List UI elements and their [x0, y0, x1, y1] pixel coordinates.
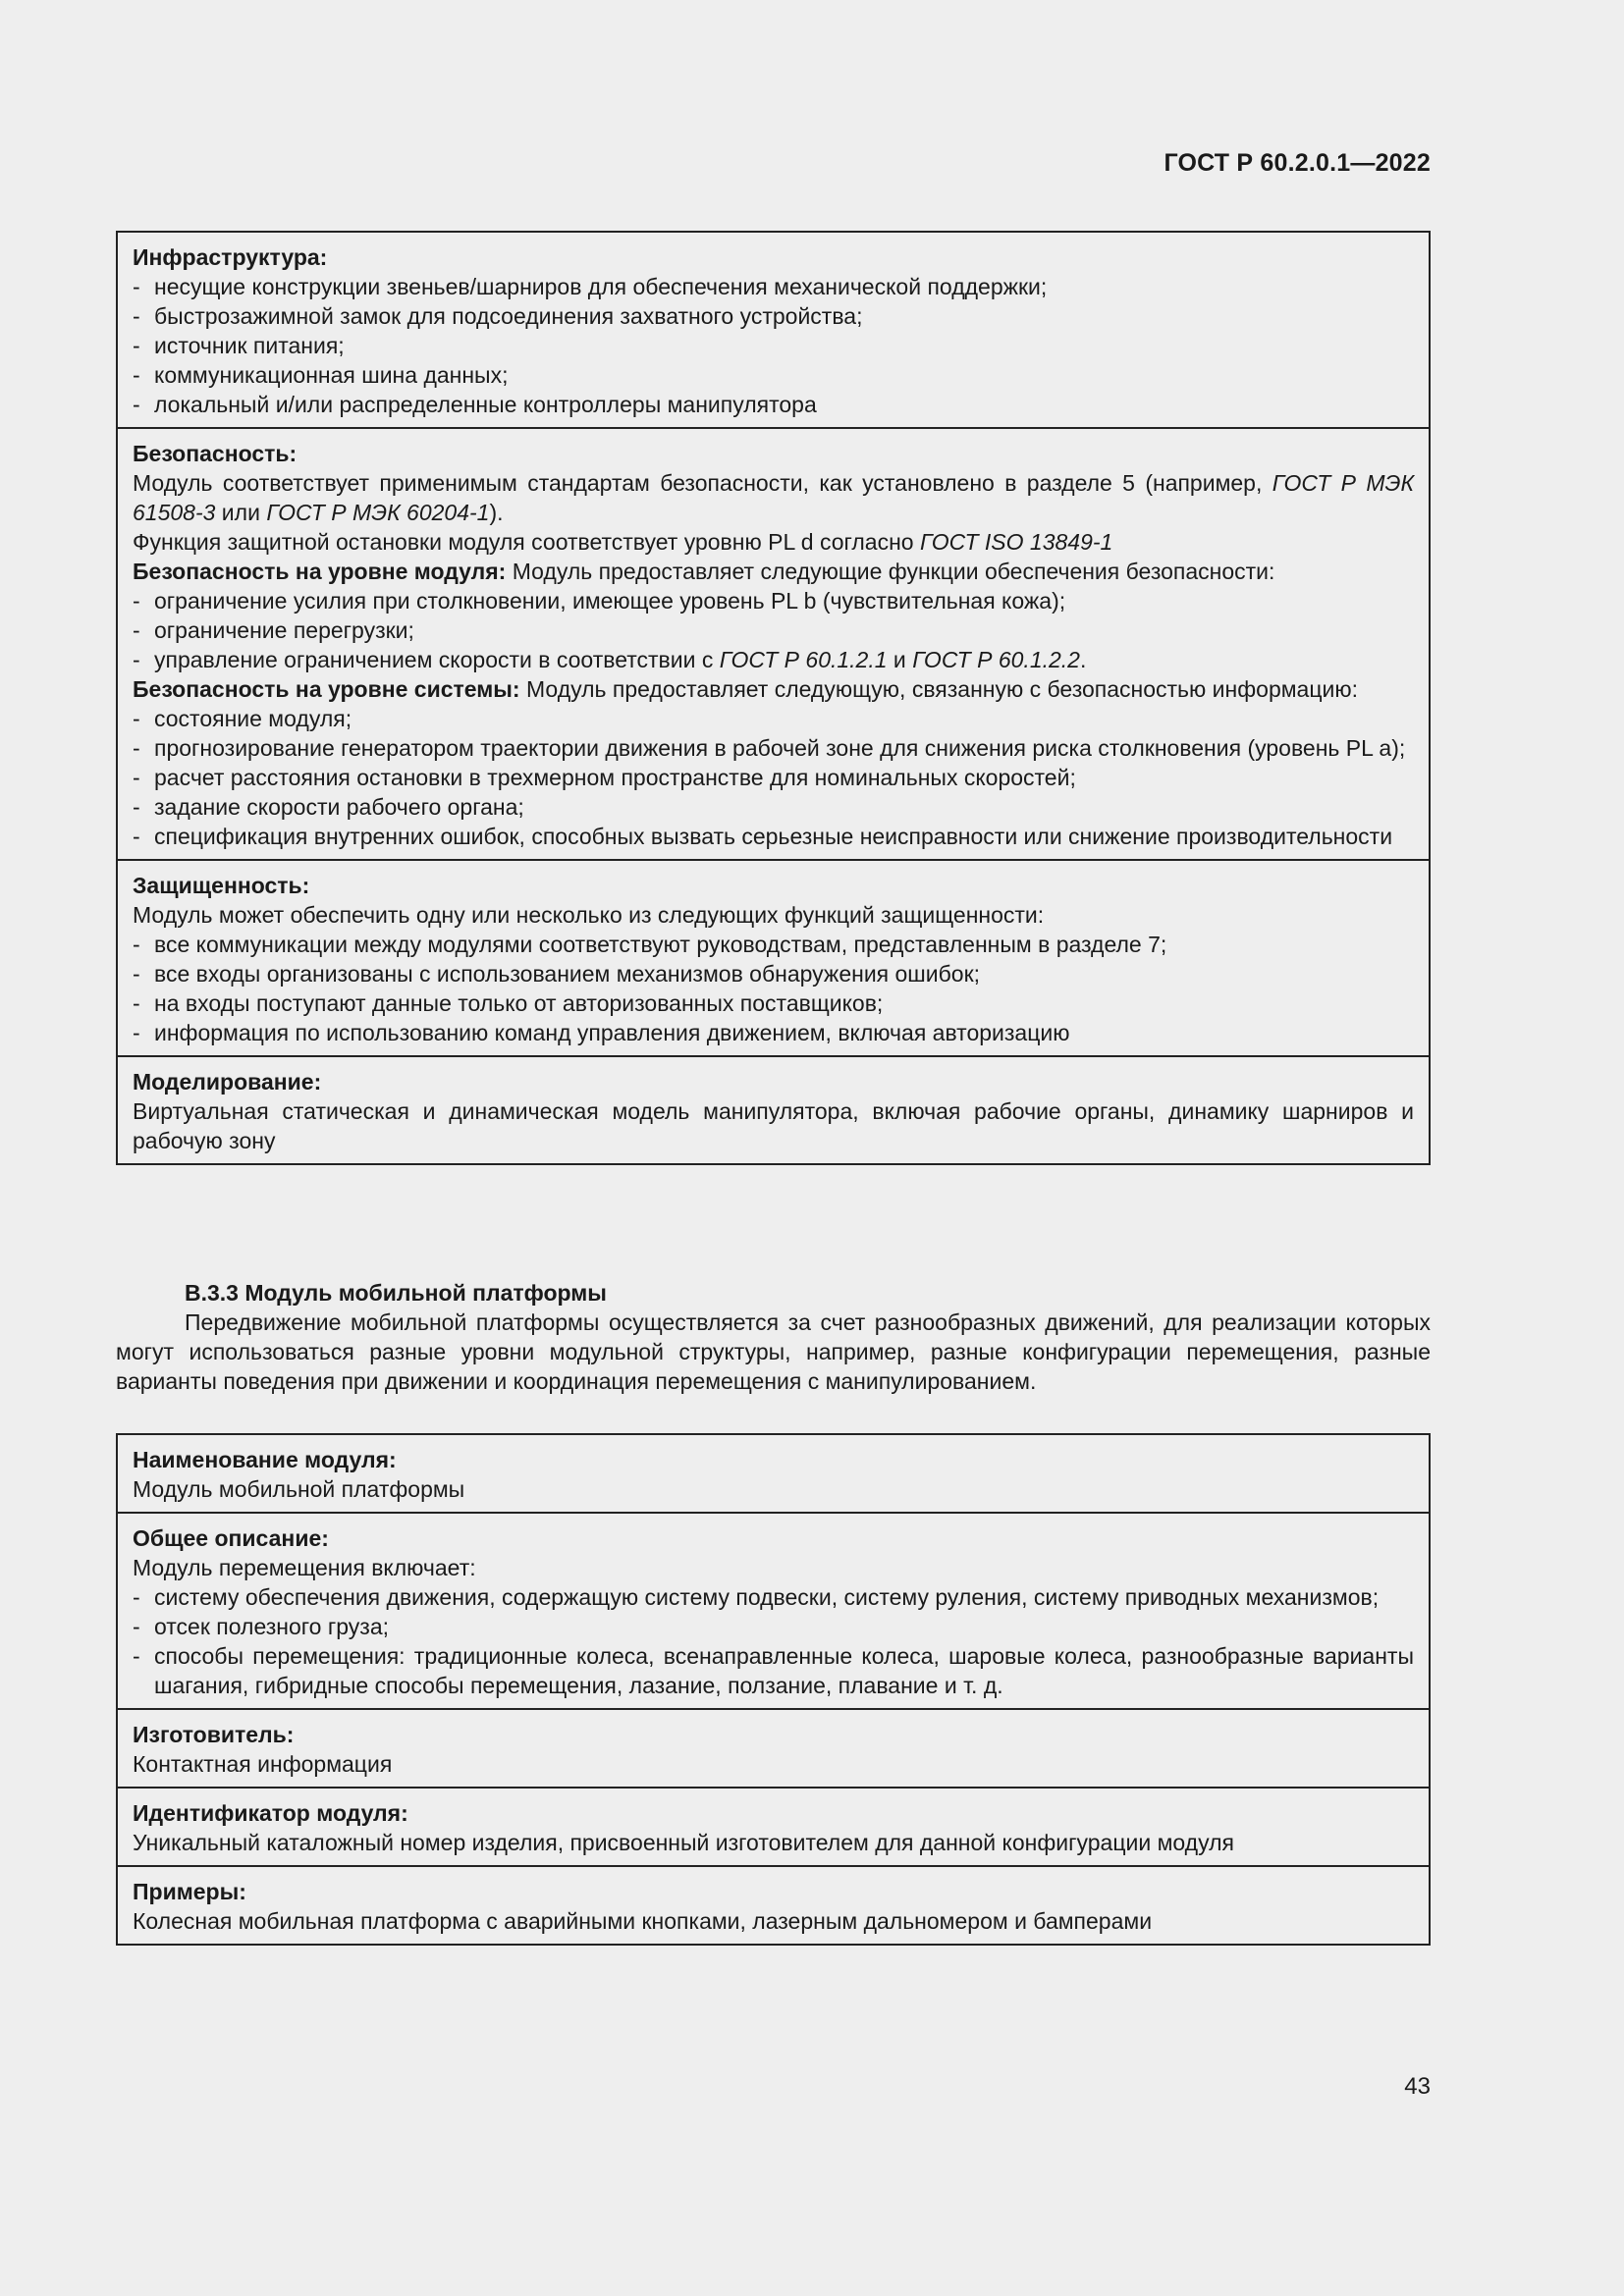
list-item: - управление ограничением скорости в соответствии с ГОСТ Р 60.1.2.1 и ГОСТ Р 60.1.2.2. [133, 645, 1414, 674]
list-item: - систему обеспечения движения, содержащую систему подвески, систему руления, систему приводных механизмов; [133, 1582, 1414, 1612]
modeling-title: Моделирование: [133, 1069, 322, 1095]
general-description-intro: Модуль перемещения включает: [133, 1555, 476, 1580]
list-item: - ограничение перегрузки; [133, 615, 1414, 645]
modeling-text: Виртуальная статическая и динамическая модель манипулятора, включая рабочие органы, динамику шарниров и рабочую зону [133, 1098, 1414, 1153]
section-paragraph: Передвижение мобильной платформы осуществляется за счет разнообразных движений, для реализации которых могут использоваться разные уровни модульной структуры, например, разные конфигурации перемещения, разные варианты поведения при движении и координация перемещения с манипулированием. [116, 1309, 1431, 1394]
security-cell [118, 859, 1429, 1055]
list-item: - быстрозажимной замок для подсоединения захватного устройства; [133, 301, 1414, 331]
list-item: - способы перемещения: традиционные колеса, всенаправленные колеса, шаровые колеса, разнообразные варианты шагания, гибридные способы перемещения, лазание, ползание, плавание и т. д. [133, 1641, 1414, 1700]
safety-cell [118, 427, 1429, 859]
manufacturer-title: Изготовитель: [133, 1722, 295, 1747]
module-identifier-title: Идентификатор модуля: [133, 1800, 408, 1826]
list-item: - информация по использованию команд управления движением, включая авторизацию [133, 1018, 1414, 1047]
mobile-platform-section [116, 1278, 1431, 1396]
list-item: - задание скорости рабочего органа; [133, 792, 1414, 822]
list-item: - все входы организованы с использованием механизмов обнаружения ошибок; [133, 959, 1414, 988]
examples-title: Примеры: [133, 1879, 246, 1904]
system-safety-title: Безопасность на уровне системы: [133, 676, 520, 702]
system-safety-paragraph: Безопасность на уровне системы: Модуль предоставляет следующую, связанную с безопасностью информацию: [133, 676, 1358, 702]
list-item: - источник питания; [133, 331, 1414, 360]
list-item: - локальный и/или распределенные контроллеры манипулятора [133, 390, 1414, 419]
security-intro: Модуль может обеспечить одну или несколько из следующих функций защищенности: [133, 902, 1045, 928]
modeling-cell [118, 1055, 1429, 1163]
module-safety-paragraph: Безопасность на уровне модуля: Модуль предоставляет следующие функции обеспечения безопасности: [133, 559, 1275, 584]
list-item: - коммуникационная шина данных; [133, 360, 1414, 390]
module-name-title: Наименование модуля: [133, 1447, 397, 1472]
module-name-cell [118, 1435, 1429, 1512]
mobile-platform-module-table [116, 1433, 1431, 1946]
standard-reference: ГОСТ Р 60.1.2.1 [719, 647, 888, 672]
standard-reference: ГОСТ Р 60.1.2.2 [912, 647, 1080, 672]
list-item: - на входы поступают данные только от авторизованных поставщиков; [133, 988, 1414, 1018]
list-item: - расчет расстояния остановки в трехмерном пространстве для номинальных скоростей; [133, 763, 1414, 792]
examples-text: Колесная мобильная платформа с аварийными кнопками, лазерным дальномером и бамперами [133, 1908, 1153, 1934]
list-item: - все коммуникации между модулями соответствуют руководствам, представленным в разделе 7; [133, 930, 1414, 959]
security-title: Защищенность: [133, 873, 310, 898]
list-item: - отсек полезного груза; [133, 1612, 1414, 1641]
general-description-title: Общее описание: [133, 1525, 329, 1551]
module-identifier-cell [118, 1787, 1429, 1865]
page-number: 43 [1404, 2073, 1431, 2100]
section-heading: B.3.3 Модуль мобильной платформы [185, 1280, 607, 1306]
module-safety-title: Безопасность на уровне модуля: [133, 559, 507, 584]
standard-header: ГОСТ Р 60.2.0.1—2022 [1164, 149, 1431, 177]
general-description-cell [118, 1512, 1429, 1708]
manipulator-module-table [116, 231, 1431, 1165]
list-item: - прогнозирование генератором траектории движения в рабочей зоне для снижения риска столкновения (уровень PL a); [133, 733, 1414, 763]
safety-standards-paragraph: Модуль соответствует применимым стандартам безопасности, как установлено в разделе 5 (например, ГОСТ Р МЭК 61508-3 или ГОСТ Р МЭК 60204-1). [133, 470, 1415, 525]
list-item: - состояние модуля; [133, 704, 1414, 733]
infrastructure-cell [118, 233, 1429, 427]
list-item: - ограничение усилия при столкновении, имеющее уровень PL b (чувствительная кожа); [133, 586, 1414, 615]
standard-reference: ГОСТ ISO 13849-1 [919, 529, 1113, 555]
module-identifier-text: Уникальный каталожный номер изделия, присвоенный изготовителем для данной конфигурации модуля [133, 1830, 1234, 1855]
infrastructure-title: Инфраструктура: [133, 244, 328, 270]
manufacturer-cell [118, 1708, 1429, 1787]
manufacturer-text: Контактная информация [133, 1751, 393, 1777]
examples-cell [118, 1865, 1429, 1944]
stop-function-paragraph: Функция защитной остановки модуля соответствует уровню PL d согласно ГОСТ ISO 13849-1 [133, 529, 1113, 555]
standard-reference: ГОСТ Р МЭК 60204-1 [266, 500, 490, 525]
safety-title: Безопасность: [133, 441, 298, 466]
list-item: - несущие конструкции звеньев/шарниров для обеспечения механической поддержки; [133, 272, 1414, 301]
module-name-text: Модуль мобильной платформы [133, 1476, 465, 1502]
list-item: - спецификация внутренних ошибок, способных вызвать серьезные неисправности или снижение производительности [133, 822, 1414, 851]
standard-reference: ГОСТ Р МЭК 61508-3 [133, 470, 1415, 525]
